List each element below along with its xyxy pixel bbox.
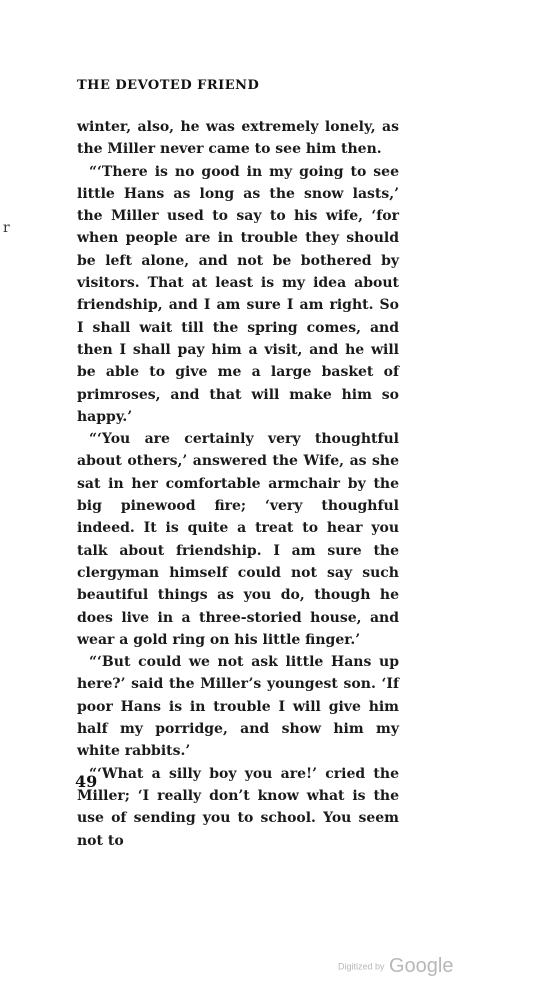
body-text xyxy=(77,116,399,852)
paragraph-2: “‘There is no good in my going to see little Hans as long as the snow lasts,’ the Miller used to say to his wife, ‘for when people are in trouble they should be left alone, and not be bothered by visitors. That at least is my idea about friendship, and I am sure I am right. So I shall wait till the spring comes, and then I shall pay him a visit, and he will be able to give me a large basket of primroses, and that will make him so happy.’ xyxy=(77,163,399,425)
digitization-watermark xyxy=(338,955,453,978)
paragraph-4: “‘But could we not ask little Hans up here?’ said the Miller’s youngest son. ‘If poor Hans is in trouble I will give him half my porridge, and show him my white rabbits.’ xyxy=(77,654,399,760)
margin-mark: r xyxy=(3,220,10,236)
paragraph-5: “‘What a silly boy you are!’ cried the Miller; ‘I really don’t know what is the use of sending you to school. You seem not to xyxy=(77,765,399,849)
google-logo: Google xyxy=(388,955,454,977)
paragraph-1: winter, also, he was extremely lonely, as the Miller never came to see him then. xyxy=(77,119,399,158)
running-title: THE DEVOTED FRIEND xyxy=(77,78,260,93)
watermark-prefix: Digitized by xyxy=(338,961,385,972)
paragraph-3: “‘You are certainly very thoughtful about others,’ answered the Wife, as she sat in her comfortable armchair by the big pinewood fire; ‘very thoughful indeed. It is quite a treat to hear you talk about friendship. I am sure the clergyman himself could not say such beautiful things as you do, though he does live in a three-storied house, and wear a gold ring on his little finger.’ xyxy=(77,431,399,648)
page-number: 49 xyxy=(75,772,98,791)
